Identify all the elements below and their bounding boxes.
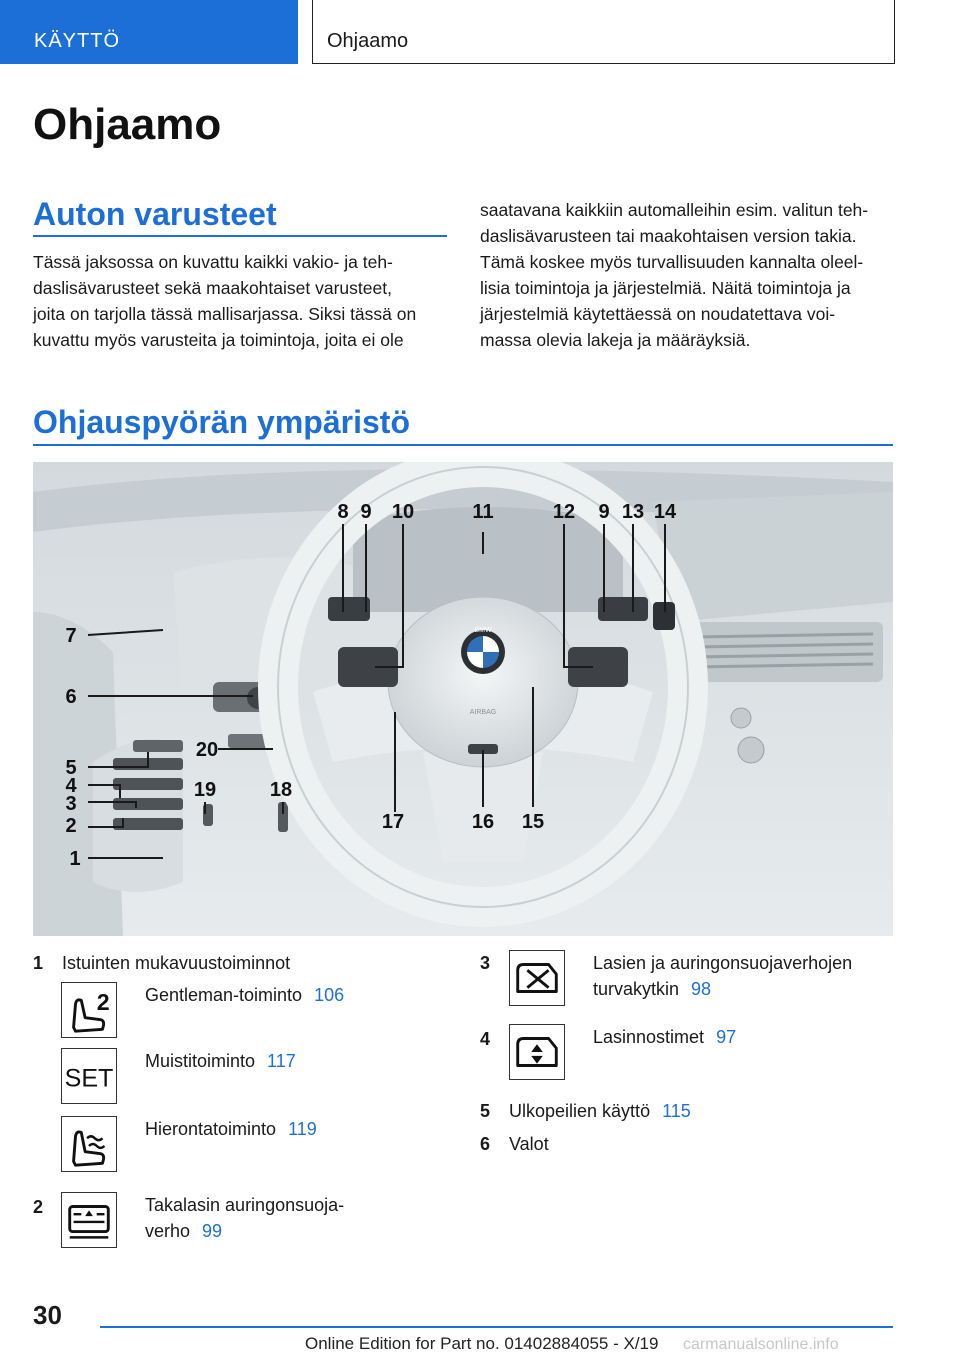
legend-label: Ulkopeilien käyttö 115 xyxy=(509,1101,691,1121)
legend-label: Muistitoiminto 117 xyxy=(145,1051,296,1071)
callout-label: 6 xyxy=(65,686,77,708)
legend-label: Lasien ja auringonsuojaverhojen turvakytkin 98 xyxy=(593,953,853,999)
section-tab: KÄYTTÖ xyxy=(0,0,298,64)
footer-edition: Online Edition for Part no. 01402884055 - X/19 xyxy=(305,1334,659,1353)
intro-paragraph-right: saatavana kaikkiin automalleihin esim. valitun teh- daslisävarusteen tai maakohtaisen version takia. Tämä koskee myös turvallisuuden kannalta oleel- lisia toimintoja ja järjestelmiä. Näitä toimintoja ja järjestelmiä käytettäessä on noudatettava voi- massa olevia lakeja ja määräyksiä. xyxy=(480,200,869,350)
massage-seat-icon xyxy=(61,1116,117,1172)
callout-label: 9 xyxy=(360,501,372,523)
page-reference-link[interactable]: 106 xyxy=(314,985,345,1005)
callout-label: 12 xyxy=(552,501,576,523)
legend-number: 5 xyxy=(480,1101,491,1121)
page-number: 30 xyxy=(33,1300,62,1330)
bmw-logo-text: BMW xyxy=(474,627,492,634)
callout-label: 17 xyxy=(381,811,405,833)
page-title: Ohjaamo xyxy=(33,100,222,149)
page-reference-link[interactable]: 117 xyxy=(267,1051,296,1071)
callout-label: 8 xyxy=(337,501,349,523)
page-reference-link[interactable]: 97 xyxy=(716,1027,737,1047)
footer-rule xyxy=(100,1326,893,1328)
callout-label: 7 xyxy=(65,625,77,647)
callout-label: 18 xyxy=(269,779,293,801)
window-safety-switch-icon xyxy=(509,950,565,1006)
intro-paragraph-left: Tässä jaksossa on kuvattu kaikki vakio- ja teh- daslisävarusteet sekä maakohtaiset varusteet, joita on tarjolla tässä mallisarjassa. Siksi tässä on kuvattu myös varusteita ja toimintoja, joita ei ole xyxy=(33,252,417,350)
legend-label: Hierontatoiminto 119 xyxy=(145,1119,317,1139)
memory-set-icon xyxy=(61,1048,117,1104)
legend-label: Istuinten mukavuustoiminnot xyxy=(62,953,291,973)
legend-number: 2 xyxy=(33,1197,44,1217)
callout-label: 5 xyxy=(65,757,77,779)
heading-rule xyxy=(33,444,893,446)
svg-text:SET: SET xyxy=(64,1064,114,1093)
callout-label: 1 xyxy=(69,848,81,870)
callout-label: 11 xyxy=(472,501,494,523)
legend-label: Takalasin auringonsuoja- verho 99 xyxy=(145,1195,345,1241)
callout-label: 9 xyxy=(598,501,610,523)
gentleman-seat-icon xyxy=(61,982,117,1038)
callout-label: 4 xyxy=(65,775,77,797)
callout-label: 20 xyxy=(195,739,219,761)
rear-sunblind-icon xyxy=(61,1192,117,1248)
callout-label: 16 xyxy=(471,811,495,833)
legend-label: Lasinnostimet 97 xyxy=(593,1027,737,1047)
callout-label: 10 xyxy=(391,501,415,523)
legend-label: Gentleman-toiminto 106 xyxy=(145,985,345,1005)
heading-rule xyxy=(33,235,447,237)
callout-label: 2 xyxy=(65,815,77,837)
legend-number: 6 xyxy=(480,1134,491,1154)
airbag-text: AIRBAG xyxy=(469,709,497,716)
page-reference-link[interactable]: 119 xyxy=(288,1119,317,1139)
page-reference-link[interactable]: 115 xyxy=(662,1101,691,1121)
legend-number: 1 xyxy=(33,953,44,973)
chapter-tab: Ohjaamo xyxy=(312,0,895,64)
legend-number: 4 xyxy=(480,1029,491,1049)
section-heading-steering: Ohjauspyörän ympäristö xyxy=(33,404,410,440)
power-window-icon xyxy=(509,1024,565,1080)
section-heading-equipment: Auton varusteet xyxy=(33,196,277,232)
svg-text:2: 2 xyxy=(96,989,110,1015)
callout-label: 3 xyxy=(65,793,77,815)
cockpit-illustration xyxy=(33,462,893,936)
watermark: carmanualsonline.info xyxy=(683,1336,839,1353)
callout-label: 15 xyxy=(521,811,545,833)
callout-label: 19 xyxy=(193,779,217,801)
legend-label: Valot xyxy=(509,1134,549,1154)
page-reference-link[interactable]: 99 xyxy=(202,1221,223,1241)
page-reference-link[interactable]: 98 xyxy=(691,979,712,999)
callout-label: 14 xyxy=(653,501,677,523)
callout-label: 13 xyxy=(621,501,645,523)
legend-number: 3 xyxy=(480,953,491,973)
